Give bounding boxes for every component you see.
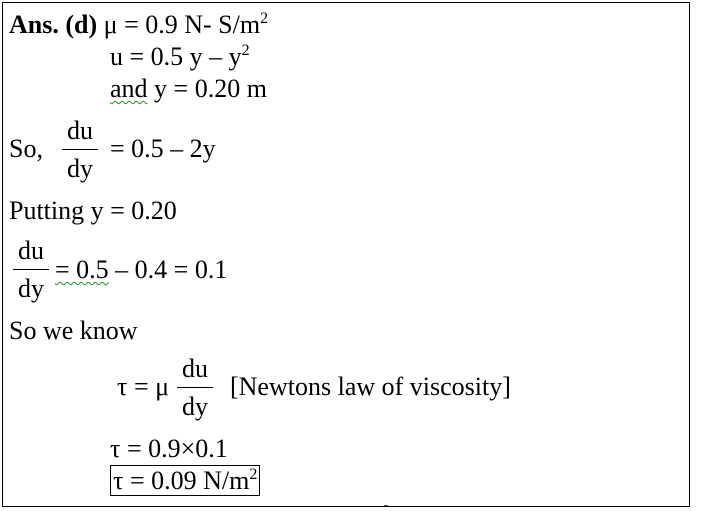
tau-calculation: τ = 0.9×0.1 [110, 434, 228, 463]
decorative-dash [384, 505, 388, 508]
derivative-fraction [62, 118, 98, 182]
fraction-numerator: du [182, 354, 208, 383]
fraction-denominator: dy [67, 154, 93, 183]
fraction-bar [13, 269, 49, 270]
so-we-know-line: So we know [9, 316, 138, 345]
fraction-numerator: du [18, 236, 44, 265]
derivative-fraction [13, 238, 49, 302]
final-result-box: τ = 0.09 $N/m^2$ [110, 468, 260, 494]
fraction-denominator: dy [18, 274, 44, 303]
y-value-line: and y = 0.20 m [110, 74, 267, 103]
derivative-fraction [177, 356, 213, 420]
fraction-numerator: du [67, 116, 93, 145]
putting-line: Putting y = 0.20 [9, 196, 177, 225]
fraction-bar [62, 149, 98, 150]
newtons-law-note: [Newtons law of viscosity] [230, 372, 511, 401]
answer-prefix: Ans. (d) [9, 10, 98, 39]
answer-first-line [9, 12, 268, 38]
derivative-rhs: = 0.5 – 2y [110, 134, 216, 163]
substitution-result: = 0.5 – 0.4 = 0.1 [55, 255, 228, 284]
fraction-bar [177, 387, 213, 388]
so-label: So, [9, 134, 43, 163]
and-word: and [110, 74, 148, 103]
viscosity-value: μ = 0.9 N- $S/m^2$ [103, 10, 269, 39]
velocity-profile-line: u = 0.5 y – $y^2$ [110, 42, 250, 71]
tau-mu-label: τ = μ [117, 372, 170, 401]
fraction-denominator: dy [182, 392, 208, 421]
